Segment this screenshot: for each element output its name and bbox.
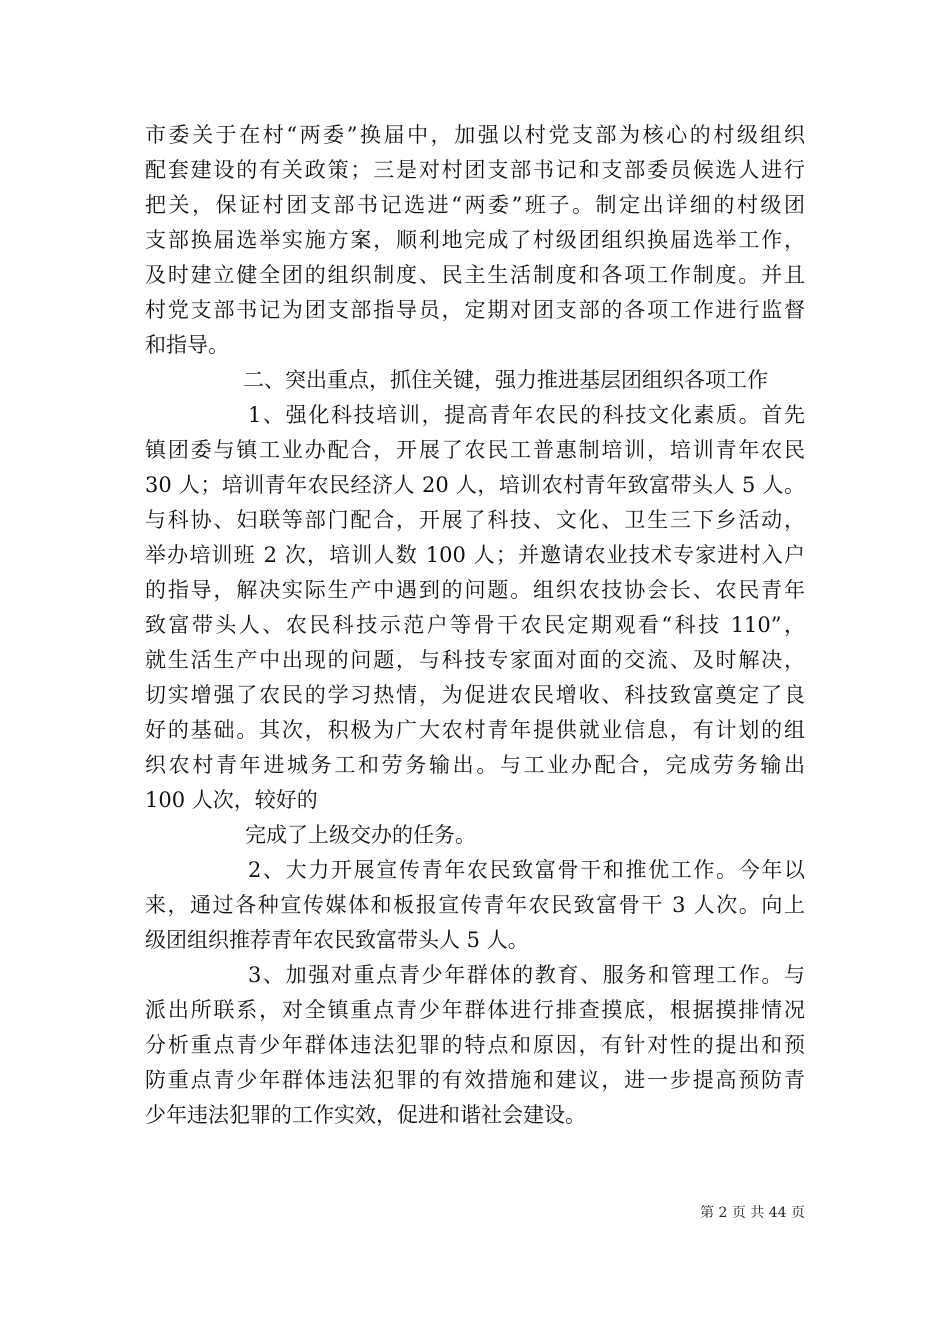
body-line: 少年违法犯罪的工作实效，促进和谐社会建设。 (145, 1103, 586, 1127)
paragraph-start-line: 2、大力开展宣传青年农民致富骨干和推优工作。今年以 (248, 858, 805, 882)
body-line: 来，通过各种宣传媒体和板报宣传青年农民致富骨干 3 人次。向上 (145, 893, 805, 917)
body-line: 配套建设的有关政策；三是对村团支部书记和支部委员候选人进行 (145, 158, 805, 182)
body-line: 与科协、妇联等部门配合，开展了科技、文化、卫生三下乡活动， (145, 508, 805, 532)
body-line: 致富带头人、农民科技示范户等骨干农民定期观看“科技 110”， (145, 613, 805, 637)
body-line: 级团组织推荐青年农民致富带头人 5 人。 (145, 928, 529, 952)
paragraph-start-line: 3、加强对重点青少年群体的教育、服务和管理工作。与 (248, 963, 805, 987)
body-line: 和指导。 (145, 333, 229, 357)
body-line: 切实增强了农民的学习热情，为促进农民增收、科技致富奠定了良 (145, 683, 805, 707)
paragraph-start-line: 1、强化科技培训，提高青年农民的科技文化素质。首先 (248, 403, 805, 427)
body-line: 村党支部书记为团支部指导员，定期对团支部的各项工作进行监督 (145, 298, 805, 322)
body-line: 及时建立健全团的组织制度、民主生活制度和各项工作制度。并且 (145, 263, 805, 287)
body-line: 防重点青少年群体违法犯罪的有效措施和建议，进一步提高预防青 (145, 1068, 805, 1092)
body-line: 100 人次，较好的 (145, 788, 318, 812)
body-line: 好的基础。其次，积极为广大农村青年提供就业信息，有计划的组 (145, 718, 805, 742)
body-line: 的指导，解决实际生产中遇到的问题。组织农技协会长、农民青年 (145, 578, 805, 602)
body-line: 举办培训班 2 次，培训人数 100 人；并邀请农业技术专家进村入户 (145, 543, 805, 567)
body-line: 分析重点青少年群体违法犯罪的特点和原因，有针对性的提出和预 (145, 1033, 805, 1057)
body-line: 派出所联系，对全镇重点青少年群体进行排查摸底，根据摸排情况 (145, 998, 805, 1022)
body-line: 完成了上级交办的任务。 (245, 823, 476, 847)
body-line: 把关，保证村团支部书记选进“两委”班子。制定出详细的村级团 (145, 193, 805, 217)
page-number: 第 2 页 共 44 页 (700, 1205, 805, 1221)
section-heading: 二、突出重点，抓住关键，强力推进基层团组织各项工作 (243, 368, 768, 392)
body-line: 30 人；培训青年农民经济人 20 人，培训农村青年致富带头人 5 人。 (145, 473, 805, 497)
body-line: 市委关于在村“两委”换届中，加强以村党支部为核心的村级组织 (145, 123, 805, 147)
document-body (145, 118, 805, 1133)
body-line: 镇团委与镇工业办配合，开展了农民工普惠制培训，培训青年农民 (145, 438, 805, 462)
body-line: 就生活生产中出现的问题，与科技专家面对面的交流、及时解决， (145, 648, 805, 672)
body-line: 支部换届选举实施方案，顺利地完成了村级团组织换届选举工作， (145, 228, 805, 252)
body-line: 织农村青年进城务工和劳务输出。与工业办配合，完成劳务输出 (145, 753, 805, 777)
